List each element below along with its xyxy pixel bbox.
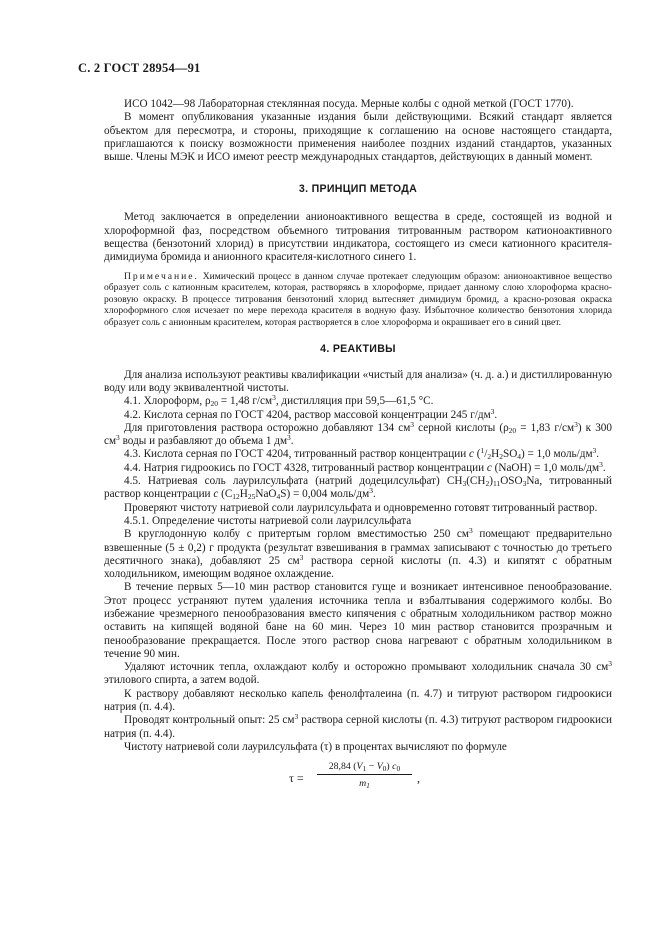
section-3-note: [104, 271, 612, 329]
section-3-paragraph: Метод заключается в определении анионоактивного вещества в среде, состоящей из водной и хлороформной фаз, посредством объемного титрования титрованным раствором катионоактивного вещества (бензотоний хлорид) в присутствии индикатора, состоящего из смеси катионного красителя-димидиума бромида и анионного красителя-кислотного синего 1.: [104, 211, 612, 264]
formula-comma: ,: [417, 771, 420, 786]
formula-lhs: τ =: [289, 771, 304, 786]
item-4-5: 4.5. Натриевая соль лаурилсульфата (натрий додецилсульфат) $CH_3(CH_2)_{11}OSO_3Na$, титрованный раствор концентрации c $(C_{12}H_{25}NaO_4S) = 0,004$ моль/$дм^3$.: [104, 475, 612, 502]
formula-numerator: 28,84 $(V_1 - V_0)$ $c_0$: [317, 761, 412, 775]
remove-heat-paragraph: Удаляют источник тепла, охлаждают колбу и осторожно промывают холодильник сначала 30 $см^3$ этилового спирта, а затем водой.: [104, 659, 612, 687]
item-4-1: 4.1. Хлороформ, $\rho_{20} = 1,48$ $г/см^3$, дистилляция при 59,5—61,5 °С.: [124, 393, 434, 409]
item-4-5-1: 4.5.1. Определение чистоты натриевой соли лаурилсульфата: [124, 514, 412, 527]
note-label: Примечание.: [124, 270, 199, 282]
item-4-2: 4.2. Кислота серная по ГОСТ 4204, раствор массовой концентрации 245 $г/дм^3$.: [124, 406, 498, 421]
control-test-paragraph: Проводят контрольный опыт: 25 $см^3$ раствора серной кислоты (п. 4.3) титруют раствором гидроокиси натрия (п. 4.4).: [104, 712, 612, 740]
foam-paragraph: В течение первых 5—10 мин раствор становится гуще и возникает интенсивное пенообразование. Этот процесс устраняют путем удаления источника тепла и взбалтывания содержимого колбы. Во избежание чрезмерного пенообразования вместо кипячения с обратным холодильником раствор можно оставить на кипящей водяной бане на 60 мин. Через 10 мин раствор становится прозрачным и пенообразование прекращается. После этого раствор снова нагревают с обратным холодильником в течение 90 мин.: [104, 581, 612, 660]
reagents-intro: Для анализа используют реактивы квалификации «чистый для анализа» (ч. д. а.) и дистиллированную воду или воду эквивалентной чистоты.: [104, 368, 612, 394]
preparation-paragraph: Для приготовления раствора осторожно добавляют 134 $см^3$ серной кислоты ($\rho_{20} = 1,83$ $г/см^3$) к 300 $см^3$ воды и разбавляют до объема 1 $дм^3$.: [104, 419, 612, 448]
formula-denominator: $m_1$: [359, 778, 370, 791]
calculation-paragraph: Чистоту натриевой соли лаурилсульфата (τ) в процентах вычисляют по формуле: [124, 740, 507, 753]
note-text: Химический процесс в данном случае протекает следующим образом: анионоактивное вещество образует соль с катионным красителем, которая, растворяясь в хлороформе, придает данному слою хлороформа красно-розовую окраску. В процессе титрования бензотоний хлорид вытесняет димидиум бромид, а красно-розовая окраска хлороформного слоя исчезает по мере перехода красителя в водную фазу. Избыточное количество бензотония хлорида образует соль с анионным красителем, которая растворяется в слое хлороформа и окрашивает его в синий цвет.: [104, 270, 612, 329]
intro-paragraph-2: В момент опубликования указанные издания были действующими. Всякий стандарт является объектом для пересмотра, и стороны, приходящие к соглашению на основе настоящего стандарта, приглашаются к поиску возможности применения наиболее поздних изданий стандартов, указанных выше. Члены МЭК и ИСО имеют реестр международных стандартов, действующих в данный момент.: [104, 111, 612, 164]
item-4-3: 4.3. Кислота серная по ГОСТ 4204, титрованный раствор концентрации c $(^1/_2H_2SO_4) = 1,0$ моль/$дм^3$.: [124, 446, 600, 462]
phenolphthalein-paragraph: К раствору добавляют несколько капель фенолфталеина (п. 4.7) и титруют раствором гидроокиси натрия (п. 4.4).: [104, 687, 612, 714]
flask-paragraph: В круглодонную колбу с притертым горлом вместимостью 250 $см^3$ помещают предварительно взвешенные (5 ± 0,2) г продукта (результат взвешивания в граммах записывают с точностью до третьего десятичного знака), добавляют 25 $см^3$ раствора серной кислоты (п. 4.3) и кипятят с обратным холодильником, имеющим водяное охлаждение.: [104, 526, 613, 581]
purity-formula: [104, 759, 612, 797]
intro-paragraph-1: ИСО 1042—98 Лабораторная стеклянная посуда. Мерные колбы с одной меткой (ГОСТ 1770).: [124, 98, 574, 110]
running-head: С. 2 ГОСТ 28954—91: [78, 61, 201, 75]
item-4-4: 4.4. Натрия гидроокись по ГОСТ 4328, титрованный раствор концентрации c (NaOH) = 1,0 моль/$дм^3$.: [124, 459, 606, 474]
page-content: [104, 98, 612, 797]
check-purity-paragraph: Проверяют чистоту натриевой соли лаурилсульфата и одновременно готовят титрованный раствор.: [124, 501, 598, 514]
section-4-title: 4. РЕАКТИВЫ: [320, 342, 396, 355]
formula-fraction: [317, 761, 412, 789]
section-3-title: 3. ПРИНЦИП МЕТОДА: [298, 183, 418, 196]
